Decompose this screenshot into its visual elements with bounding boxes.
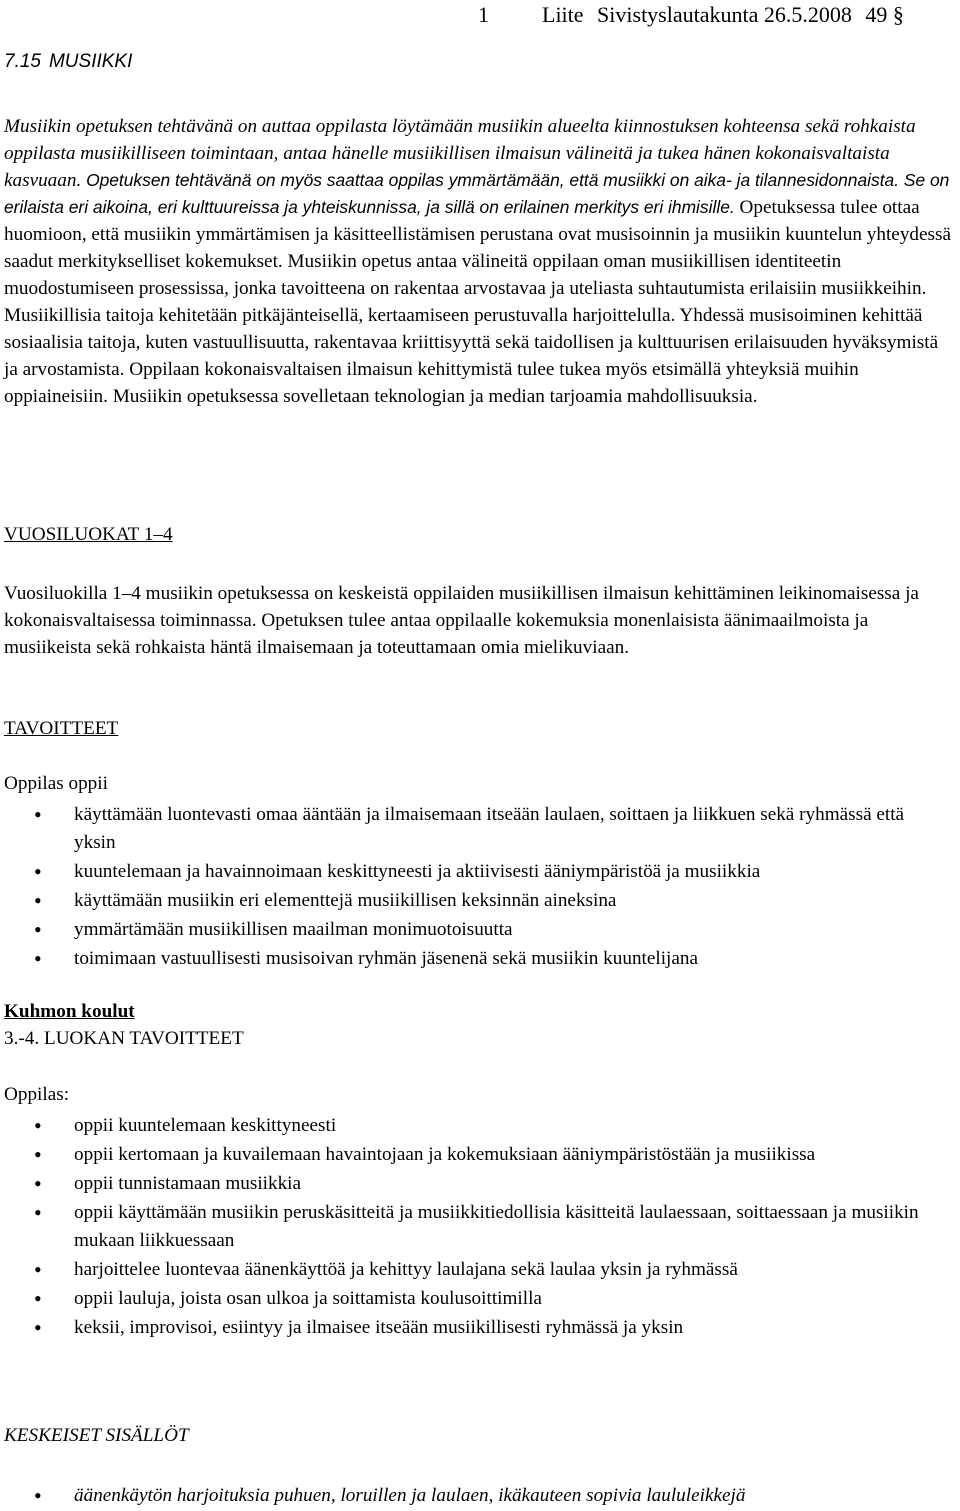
list-item: • oppii käyttämään musiikin peruskäsitteitä ja musiikkitiedollisia käsitteitä laulaessaan, soittaessaan ja musiikin mukaan liikkuessaan: [0, 1199, 950, 1254]
vuosiluokat-heading: VUOSILUOKAT 1–4: [4, 524, 173, 545]
list-item: • käyttämään luontevasti omaa ääntään ja ilmaisemaan itseään laulaen, soittaen ja liikkuen sekä ryhmässä että yksin: [0, 801, 950, 856]
keskeiset-heading: KESKEISET SISÄLLÖT: [4, 1425, 189, 1446]
header-reference: [542, 2, 912, 28]
page-header: [0, 0, 960, 30]
list-item: • toimimaan vastuullisesti musisoivan ryhmän jäsenenä sekä musiikin kuuntelijana: [0, 945, 950, 973]
tavoitteet-list: [0, 801, 950, 974]
list-item: • keksii, improvisoi, esiintyy ja ilmaisee itseään musiikillisesti ryhmässä ja yksin: [0, 1314, 950, 1342]
intro-sentence-2: Opetuksen tehtävänä on myös saattaa oppilas ymmärtämään, että musiikki on aika- ja tilannesidonnaista. Se on erilaista eri aikoina, eri kulttuureissa ja yhteiskunnissa, ja sillä on erilainen merkitys eri ihmisille.: [4, 170, 950, 217]
list-item: • äänenkäytön harjoituksia puhuen, loruillen ja laulaen, ikäkauteen sopivia laululeikkejä: [0, 1482, 950, 1510]
kuhmo-lead: Oppilas:: [4, 1084, 70, 1105]
page-number: 1: [478, 2, 489, 27]
intro-sentence-3: Opetuksessa tulee ottaa huomioon, että musiikin ymmärtämisen ja käsitteellistämisen perustana ovat musisoinnin ja musiikin kuuntelun yhteydessä saadut merkitykselliset kokemukset. Musiikin opetus antaa välineitä oppilaan oman musiikillisen identiteetin muodostumiseen prosessissa, jonka tavoitteena on rakentaa arvostavaa ja uteliasta suhtautumista erilaisiin musiikkeihin. Musiikillisia taitoja kehitetään pitkäjänteisellä, kertaamiseen perustuvalla harjoittelulla. Yhdessä musisoiminen kehittää sosiaalisia taitoja, kuten vastuullisuutta, rakentavaa kriittisyyttä sekä taidollisen ja kulttuurisen erilaisuuden hyväksymistä ja arvostamista. Oppilaan kokonaisvaltaisen ilmaisun kehittymistä tulee tukea myös etsimällä yhteyksiä muihin oppiaineisiin. Musiikin opetuksessa sovelletaan teknologian ja median tarjoamia mahdollisuuksia.: [4, 197, 951, 407]
list-item: • kuuntelemaan ja havainnoimaan keskittyneesti ja aktiivisesti ääniympäristöä ja musiikkia: [0, 858, 950, 886]
intro-sentence-1: Musiikin opetuksen tehtävänä on auttaa oppilasta löytämään musiikin alueelta kiinnostuksen kohteensa sekä rohkaista oppilasta musiikilliseen toimintaan, antaa hänelle musiikillisen ilmaisun välineitä ja tukea hänen kokonaisvaltaista kasvuaan.: [4, 116, 916, 191]
section-number: 7.15: [4, 51, 41, 72]
kuhmo-subheading: 3.-4. LUOKAN TAVOITTEET: [4, 1028, 244, 1049]
section-name: MUSIIKKI: [48, 51, 133, 72]
kuhmo-heading: Kuhmon koulut: [4, 1001, 135, 1022]
header-section-ref: 49 §: [865, 2, 904, 27]
kuhmo-list: [0, 1112, 950, 1343]
tavoitteet-heading: TAVOITTEET: [4, 718, 119, 739]
list-item: • oppii kuuntelemaan keskittyneesti: [0, 1112, 950, 1140]
list-item: • oppii lauluja, joista osan ulkoa ja soittamista koulusoittimilla: [0, 1285, 950, 1313]
section-title: [4, 51, 132, 73]
intro-paragraph: [4, 113, 954, 410]
list-item: • oppii kertomaan ja kuvailemaan havaintojaan ja kokemuksiaan ääniympäristöstään ja musiikissa: [0, 1141, 950, 1169]
list-item: • ymmärtämään musiikillisen maailman monimuotoisuutta: [0, 916, 950, 944]
list-item: • oppii tunnistamaan musiikkia: [0, 1170, 950, 1198]
header-liite: Liite: [542, 2, 584, 27]
header-committee: Sivistyslautakunta 26.5.2008: [597, 2, 852, 27]
tavoitteet-lead: Oppilas oppii: [4, 773, 108, 794]
vuosiluokat-paragraph: Vuosiluokilla 1–4 musiikin opetuksessa on keskeistä oppilaiden musiikillisen ilmaisun kehittäminen leikinomaisessa ja kokonaisvaltaisessa toiminnassa. Opetuksen tulee antaa oppilaalle kokemuksia monenlaisista äänimaailmoista ja musiikeista sekä rohkaista häntä ilmaisemaan ja toteuttamaan omia mielikuviaan.: [4, 583, 919, 658]
list-item: • käyttämään musiikin eri elementtejä musiikillisen keksinnän aineksina: [0, 887, 950, 915]
list-item: • harjoittelee luontevaa äänenkäyttöä ja kehittyy laulajana sekä laulaa yksin ja ryhmässä: [0, 1256, 950, 1284]
keskeiset-list: [0, 1482, 950, 1510]
